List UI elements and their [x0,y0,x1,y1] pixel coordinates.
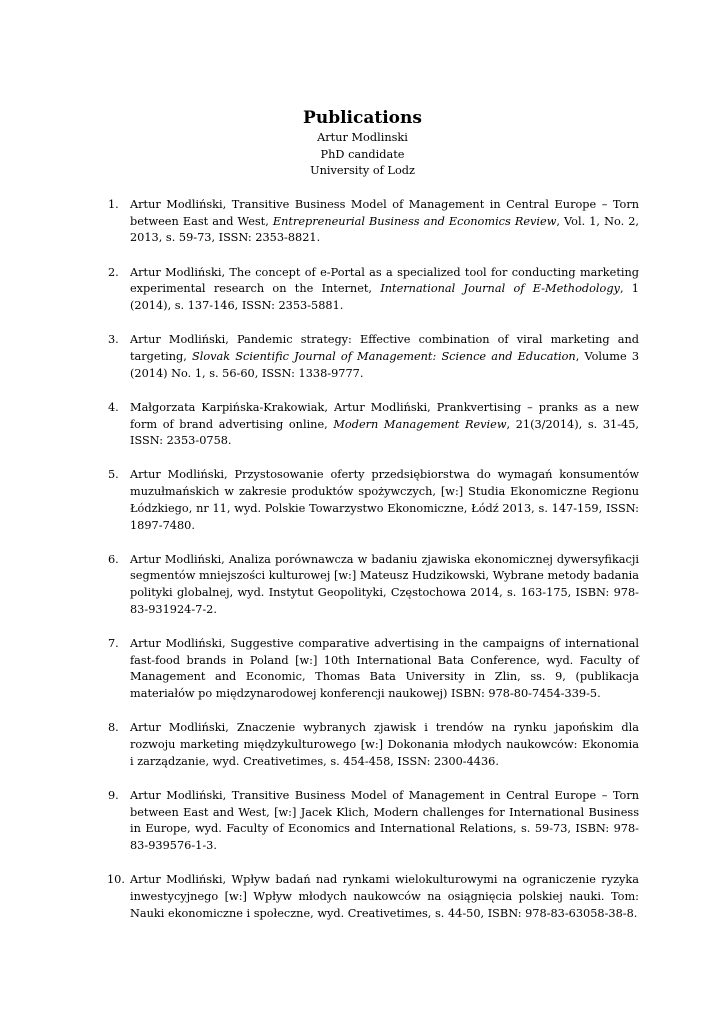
item-number: 10. [107,873,125,887]
journal-title: Entrepreneurial Business and Economics Review [272,214,557,228]
publication-item [108,467,639,534]
author-university: University of Lodz [310,164,415,177]
citation-details: , Volume 3 (2014) No. 1, s. 56-60, ISSN: 1338-9777. [130,349,640,380]
publication-item [108,552,639,619]
author-name: Artur Modlinski [317,131,408,144]
item-number: 6. [108,552,119,566]
journal-title: Modern Management Review [333,417,507,431]
citation-text: Artur Modliński, Przystosowanie oferty przedsiębiorstwa do wymagań konsumentów muzułmańskich w zakresie produktów spożywczych, [w:] Studia Ekonomiczne Regionu Łódzkiego, nr 11, wyd. Polskie Towarzystwo Ekonomiczne, Łódź 2013, s. 147-159, ISSN: 1897-7480. [130,468,639,532]
citation-text: Artur Modliński, Transitive Business Model of Management in Central Europe – Torn between East and West, [w:] Jacek Klich, Modern challenges for International Business in Europe, wyd. Faculty of Economics and International Relations, s. 59-73, ISBN: 978-83-939576-1-3. [130,788,639,853]
publication-list [108,197,639,940]
citation-details: , 21(3/2014), s. 31-45, ISSN: 2353-0758. [130,417,639,448]
citation-text: Artur Modliński, Suggestive comparative advertising in the campaigns of international fast-food brands in Poland [w:] 10th International Bata Conference, wyd. Faculty of Management and Economic, Thomas Bata University in Zlin, ss. 9, (publikacja materiałów po międzynarodowej konferencji naukowej) ISBN: 978-80-7454-339-5. [130,637,639,701]
item-number: 2. [108,265,119,279]
publication-item [108,332,639,382]
citation-text: Małgorzata Karpińska-Krakowiak, Artur Modliński, Prankvertising – pranks as a new form of brand advertising online, [130,400,639,431]
item-number: 1. [108,198,119,211]
page-title: Publications [303,108,422,128]
publication-item [108,788,639,855]
citation-text: Artur Modliński, Analiza porównawcza w badaniu zjawiska ekonomicznej dywersyfikacji segmentów mniejszości kulturowej [w:] Mateusz Hudzikowski, Wybrane metody badania polityki globalnej, wyd. Instytut Geopolityki, Częstochowa 2014, s. 163-175, ISBN: 978-83-931924-7-2. [130,552,639,616]
item-number: 8. [108,721,119,735]
citation-details: , Vol. 1, No. 2, 2013, s. 59-73, ISSN: 2353-8821. [130,214,639,245]
publication-item [108,636,639,703]
item-number: 5. [108,468,119,482]
publication-item [108,265,639,315]
item-number: 4. [108,400,119,414]
publication-item [108,720,639,770]
item-number: 3. [108,333,119,347]
citation-text: Artur Modliński, Pandemic strategy: Effective combination of viral marketing and targeting, [130,333,639,363]
author-position: PhD candidate [320,147,405,161]
citation-details: , 1 (2014), s. 137-146, ISSN: 2353-5881. [130,282,639,313]
item-number: 7. [108,637,119,651]
citation-text: Artur Modliński, The concept of e-Portal as a specialized tool for conducting marketing experimental research on the Internet, [130,265,639,296]
citation-text: Artur Modliński, Transitive Business Model of Management in Central Europe – Torn between East and West, [130,198,639,228]
citation-text: Artur Modliński, Znaczenie wybranych zjawisk i trendów na rynku japońskim dla rozwoju marketing międzykulturowego [w:] Dokonania młodych naukowców: Ekonomia i zarządzanie, wyd. Creativetimes, s. 454-458, ISSN: 2300-4436. [130,721,639,768]
citation-text: Artur Modliński, Wpływ badań nad rynkami wielokulturowymi na ograniczenie ryzyka inwestycyjnego [w:] Wpływ młodych naukowców na osiągnięcia polskiej nauki. Tom: Nauki ekonomiczne i społeczne, wyd. Creativetimes, s. 44-50, ISBN: 978-83-63058-38-8. [130,873,639,920]
journal-title: International Journal of E-Methodology [380,282,620,296]
journal-title: Slovak Scientific Journal of Management: Science and Education [192,349,576,363]
publication-item [108,197,639,247]
publication-item [108,872,639,922]
item-number: 9. [108,788,119,802]
document-header [0,106,725,180]
publication-item [108,400,639,450]
